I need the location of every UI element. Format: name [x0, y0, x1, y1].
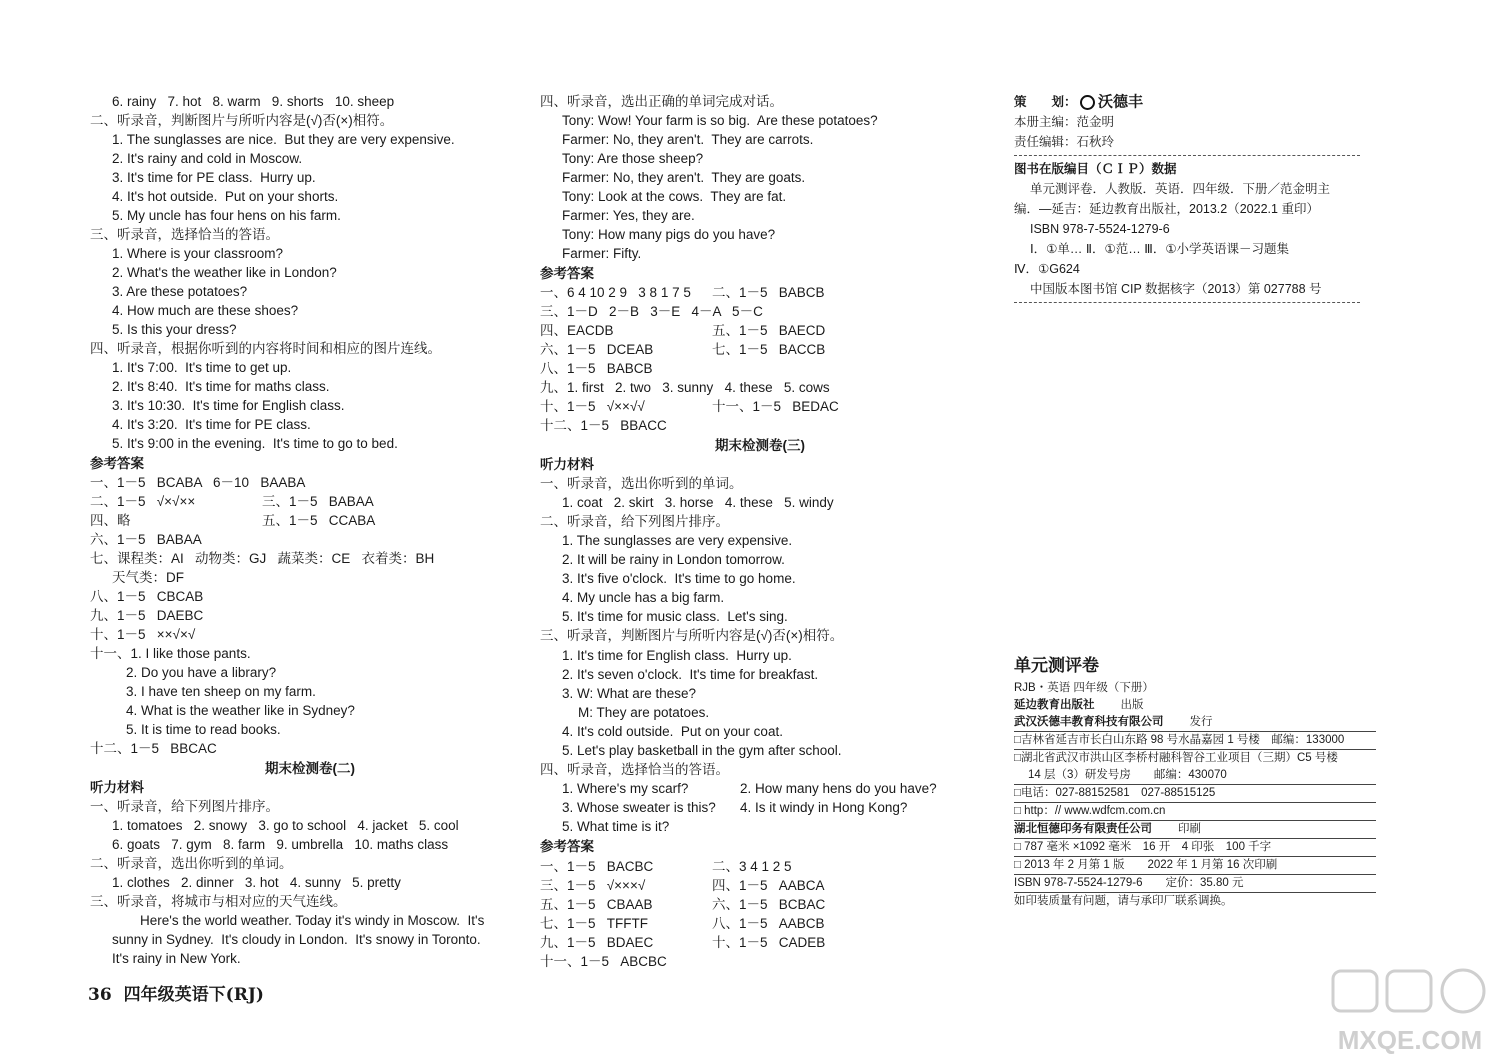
text-segment: 三、1－5 √×××√ [540, 878, 646, 893]
text-segment: 5. Is this your dress? [112, 322, 237, 337]
divider [1014, 155, 1360, 156]
text-segment: 1. The sunglasses are very expensive. [562, 533, 793, 548]
cip-line: 编．—延吉：延边教育出版社，2013.2（2022.1 重印） [1014, 202, 1319, 216]
cip-heading: 图书在版编目（ＣＩＰ）数据 [1014, 162, 1177, 176]
text-segment: 3. It's five o'clock. It's time to go home. [562, 571, 796, 586]
text-segment: 3. W: What are these? [562, 686, 697, 701]
text-segment: 十二、1－5 BBCAC [90, 741, 217, 756]
text-segment: 1. Where is your classroom? [112, 246, 284, 261]
text-segment: 4. How much are these shoes? [112, 303, 299, 318]
book-title: 四年级英语下(RJ) [123, 985, 264, 1005]
format-line: □ 787 毫米 ×1092 毫米 16 开 4 印张 100 千字 [1014, 839, 1376, 857]
text-segment: 三、1－5 BABAA [262, 494, 374, 509]
text-segment: 二、听录音，选出你听到的单词。 [90, 856, 293, 871]
address-line: □湖北省武汉市洪山区李桥村融科智谷工业项目（三期）C5 号楼 [1014, 752, 1338, 764]
text-segment: 4. Is it windy in Hong Kong? [740, 800, 908, 815]
text-segment: 6. rainy 7. hot 8. warm 9. shorts 10. sheep [112, 94, 395, 109]
text-segment: 5. My uncle has four hens on his farm. [112, 208, 341, 223]
text-segment: 七、1－5 BACCB [712, 342, 826, 357]
text-segment: 4. What is the weather like in Sydney? [126, 703, 355, 718]
responsible-editor: 责任编辑：石秋玲 [1014, 135, 1115, 149]
text-segment: M: They are potatoes. [578, 705, 710, 720]
section-title [90, 759, 530, 778]
text-segment: 九、1. first 2. two 3. sunny 4. these 5. cows [540, 380, 830, 395]
text-segment: 听力材料 [540, 457, 594, 472]
text-segment: 三、听录音，选择恰当的答语。 [90, 227, 279, 242]
text-segment: 2. It's 8:40. It's time for maths class. [112, 379, 330, 394]
text-segment: 5. It's time for music class. Let's sing. [562, 609, 788, 624]
imprint-subtitle: RJB・英语 四年级（下册） [1014, 682, 1154, 694]
text-segment: 5. What time is it? [562, 819, 670, 834]
text-segment: 5. It is time to read books. [126, 722, 281, 737]
text-segment: 2. How many hens do you have? [740, 781, 937, 796]
text-segment: 期末检测卷(二) [265, 761, 355, 776]
text-segment: Here's the world weather. Today it's windy in Moscow. It's [140, 913, 485, 928]
text-segment: Tony: How many pigs do you have? [562, 227, 776, 242]
text-segment: 八、1－5 BABCB [540, 361, 653, 376]
editor-in-chief: 本册主编：范金明 [1014, 115, 1115, 129]
text-segment: 3. It's 10:30. It's time for English class. [112, 398, 345, 413]
text-segment: 1. It's time for English class. Hurry up. [562, 648, 792, 663]
text-segment: 十一、1－5 ABCBC [540, 954, 667, 969]
text-segment: 一、1－5 BCABA 6－10 BAABA [90, 475, 306, 490]
imprint-title: 单元测评卷 [1014, 656, 1099, 675]
distributor-row: 武汉沃德丰教育科技有限公司 发行 [1014, 714, 1376, 732]
text-segment: 1. It's 7:00. It's time to get up. [112, 360, 292, 375]
text-segment: 十二、1－5 BBACC [540, 418, 667, 433]
text-segment: 2. It's seven o'clock. It's time for breakfast. [562, 667, 819, 682]
text-segment: 2. Do you have a library? [126, 665, 277, 680]
text-segment: 八、1－5 AABCB [712, 916, 825, 931]
text-segment: 2. It's rainy and cold in Moscow. [112, 151, 303, 166]
text-segment: 听力材料 [90, 780, 144, 795]
text-segment: 1. The sunglasses are nice. But they are very expensive. [112, 132, 455, 147]
text-segment: 二、1－5 √×√×× [90, 494, 196, 509]
text-segment: 七、1－5 TFFTF [540, 916, 648, 931]
imprint-panel [1014, 652, 1376, 910]
text-segment: 二、听录音，给下列图片排序。 [540, 514, 729, 529]
text-segment: 一、1－5 BACBC [540, 859, 654, 874]
text-segment: 八、1－5 CBCAB [90, 589, 204, 604]
text-segment: 2. What's the weather like in London? [112, 265, 337, 280]
text-segment: Farmer: No, they aren't. They are carrots. [562, 132, 814, 147]
text-segment: Farmer: Yes, they are. [562, 208, 695, 223]
planner-row [1014, 92, 1360, 112]
text-segment: 十一、1. I like those pants. [90, 646, 251, 661]
publisher-row: 延边教育出版社 出版 [1014, 699, 1144, 711]
text-segment: 四、略 [90, 513, 131, 528]
text-segment: 一、听录音，给下列图片排序。 [90, 799, 279, 814]
text-segment: 参考答案 [90, 456, 144, 471]
text-segment: 1. Where's my scarf? [562, 781, 689, 796]
text-segment: Farmer: Fifty. [562, 246, 642, 261]
text-segment: 四、听录音，选出正确的单词完成对话。 [540, 94, 783, 109]
text-segment: 十、1－5 √××√√ [540, 399, 645, 414]
text-segment: 一、6 4 10 2 9 3 8 1 7 5 [540, 285, 691, 300]
text-segment: 4. It's 3:20. It's time for PE class. [112, 417, 311, 432]
text-segment: 4. It's cold outside. Put on your coat. [562, 724, 783, 739]
brand-logo-icon [1080, 95, 1095, 110]
text-segment: 1. clothes 2. dinner 3. hot 4. sunny 5. pretty [112, 875, 401, 890]
address-line: 14 层（3）研发号房 邮编：430070 [1014, 767, 1376, 785]
text-segment: 四、听录音，选择恰当的答语。 [540, 762, 729, 777]
text-segment: Tony: Look at the cows. They are fat. [562, 189, 787, 204]
quality-notice: 如印装质量有问题，请与承印厂联系调换。 [1014, 895, 1233, 907]
text-segment: 参考答案 [540, 266, 594, 281]
text-segment: 天气类：DF [112, 570, 184, 585]
text-segment: 三、听录音，判断图片与所听内容是(√)否(×)相符。 [540, 628, 844, 643]
cip-line: Ⅳ．①G624 [1014, 262, 1080, 276]
cip-line: 中国版本图书馆 CIP 数据核字（2013）第 027788 号 [1030, 282, 1322, 296]
text-segment: 参考答案 [540, 839, 594, 854]
edition-line: □ 2013 年 2 月第 1 版 2022 年 1 月第 16 次印刷 [1014, 857, 1376, 875]
text-segment: 六、1－5 BCBAC [712, 897, 826, 912]
watermark-text: MXQE.COM [1337, 1025, 1483, 1055]
text-segment: Tony: Wow! Your farm is so big. Are these potatoes? [562, 113, 878, 128]
text-segment: 九、1－5 BDAEC [540, 935, 654, 950]
text-segment: 5. It's 9:00 in the evening. It's time to go to bed. [112, 436, 398, 451]
text-segment: 四、1－5 AABCA [712, 878, 825, 893]
text-segment: 六、1－5 DCEAB [540, 342, 654, 357]
text-segment: 1. coat 2. skirt 3. horse 4. these 5. windy [562, 495, 834, 510]
isbn-price-line: ISBN 978-7-5524-1279-6 定价：35.80 元 [1014, 875, 1376, 893]
text-segment: 3. I have ten sheep on my farm. [126, 684, 316, 699]
text-segment: 2. It will be rainy in London tomorrow. [562, 552, 785, 567]
text-segment: Tony: Are those sheep? [562, 151, 704, 166]
divider [1014, 302, 1360, 303]
printer-row: 湖北恒德印务有限责任公司 印刷 [1014, 821, 1376, 839]
text-segment: 二、听录音，判断图片与所听内容是(√)否(×)相符。 [90, 113, 394, 128]
text-segment: 二、1－5 BABCB [712, 285, 825, 300]
text-segment: 期末检测卷(三) [715, 438, 805, 453]
text-segment: 十、1－5 CADEB [712, 935, 826, 950]
page-footer [88, 980, 264, 1005]
cip-line: Ⅰ．①单… Ⅱ．①范… Ⅲ．①小学英语课－习题集 [1030, 242, 1290, 256]
text-segment: 5. Let's play basketball in the gym after school. [562, 743, 842, 758]
text-segment: 九、1－5 DAEBC [90, 608, 204, 623]
text-segment: 六、1－5 BABAA [90, 532, 202, 547]
text-segment: 6. goats 7. gym 8. farm 9. umbrella 10. maths class [112, 837, 449, 852]
text-segment: sunny in Sydney. It's cloudy in London. It's snowy in Toronto. [112, 932, 481, 947]
text-segment: 3. Are these potatoes? [112, 284, 248, 299]
text-segment: 四、EACDB [540, 323, 614, 338]
text-segment: 4. My uncle has a big farm. [562, 590, 725, 605]
text-segment: 4. It's hot outside. Put on your shorts. [112, 189, 339, 204]
text-segment: Farmer: No, they aren't. They are goats. [562, 170, 806, 185]
page-number: 36 [88, 985, 112, 1005]
watermark-logo-icon [1325, 965, 1495, 1057]
text-segment: It's rainy in New York. [112, 951, 241, 966]
text-segment: 三、听录音，将城市与相对应的天气连线。 [90, 894, 347, 909]
text-segment: 十、1－5 ××√×√ [90, 627, 196, 642]
cip-panel [1014, 92, 1360, 306]
text-segment: 五、1－5 CCABA [262, 513, 376, 528]
planner-label: 策 划： [1014, 95, 1077, 109]
text-segment: 二、3 4 1 2 5 [712, 859, 792, 874]
web-line: □ http：// www.wdfcm.com.cn [1014, 803, 1376, 821]
section-title [540, 436, 980, 455]
text-segment: 十一、1－5 BEDAC [712, 399, 839, 414]
text-segment: 1. tomatoes 2. snowy 3. go to school 4. jacket 5. cool [112, 818, 459, 833]
phone-line: □电话：027-88152581 027-88515125 [1014, 785, 1376, 803]
cip-line: ISBN 978-7-5524-1279-6 [1030, 222, 1170, 236]
text-segment: 五、1－5 BAECD [712, 323, 826, 338]
text-segment: 3. Whose sweater is this? [562, 800, 716, 815]
text-segment: 3. It's time for PE class. Hurry up. [112, 170, 316, 185]
text-segment: 一、听录音，选出你听到的单词。 [540, 476, 743, 491]
text-segment: 五、1－5 CBAAB [540, 897, 653, 912]
brand-name: 沃德丰 [1098, 93, 1144, 111]
text-segment: 四、听录音，根据你听到的内容将时间和相应的图片连线。 [90, 341, 441, 356]
address-line: □吉林省延吉市长白山东路 98 号水晶嘉园 1 号楼 邮编：133000 [1014, 732, 1376, 750]
text-segment: 七、课程类：AI 动物类：GJ 蔬菜类：CE 衣着类：BH [90, 551, 435, 566]
cip-line: 单元测评卷．人教版．英语．四年级．下册／范金明主 [1030, 182, 1331, 196]
text-segment: 三、1－D 2－B 3－E 4－A 5－C [540, 304, 763, 319]
